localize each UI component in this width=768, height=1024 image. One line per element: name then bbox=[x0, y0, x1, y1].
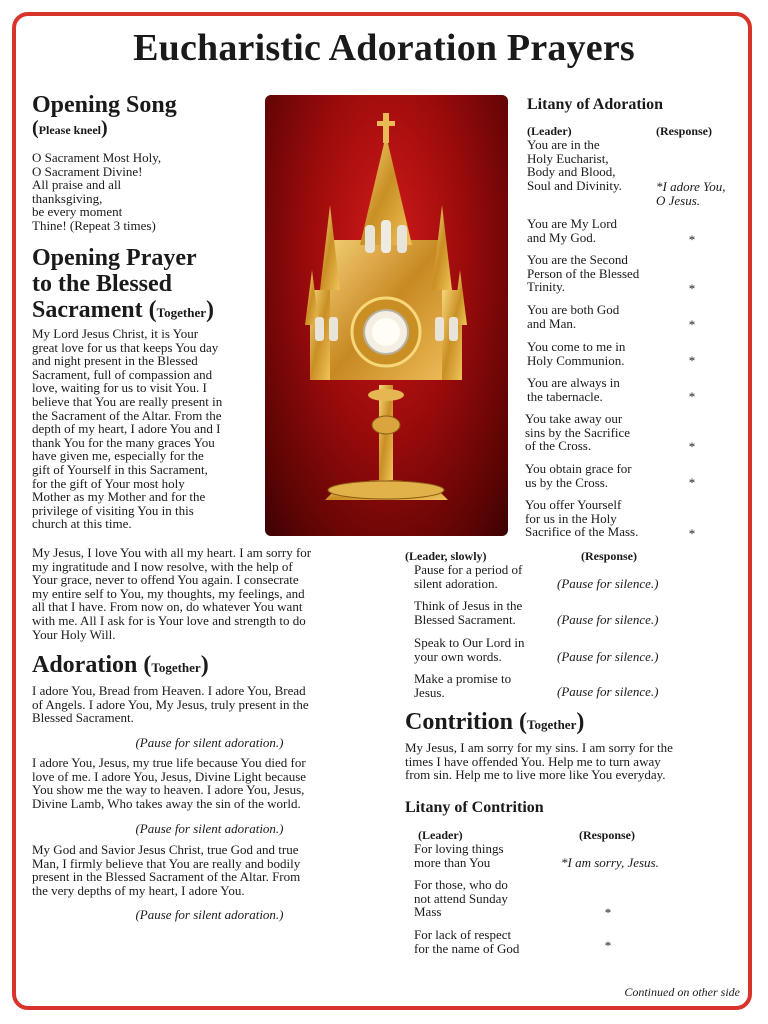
prayer-line: believe that You are really present in bbox=[32, 393, 223, 409]
litany-line: You are in the bbox=[527, 137, 600, 152]
contrition-heading: Contrition (Together) bbox=[405, 709, 585, 735]
response-asterisk: * bbox=[688, 439, 696, 454]
adoration-line: I adore You, Jesus, my true life because You died for bbox=[32, 755, 306, 770]
contrition-text bbox=[405, 741, 745, 782]
response-asterisk: * bbox=[688, 526, 696, 541]
litany-row bbox=[527, 138, 657, 192]
adoration-line: Man, I firmly believe that You are really and bodily bbox=[32, 855, 301, 871]
litany-row bbox=[527, 253, 672, 294]
silence-response: (Pause for silence.) bbox=[557, 612, 659, 627]
opening-prayer-heading-line: Sacrament (Together) bbox=[32, 297, 214, 323]
litany-line: and Man. bbox=[527, 315, 577, 331]
litany-row bbox=[527, 217, 667, 244]
response-asterisk: * bbox=[604, 938, 612, 953]
litany-row bbox=[525, 498, 675, 539]
litany-line: Person of the Blessed bbox=[527, 265, 640, 281]
litany-response bbox=[656, 180, 751, 207]
prayer-line: Mother as my Mother and for the bbox=[32, 489, 206, 505]
prayer-line: My Jesus, I love You with all my heart. I am sorry for bbox=[32, 545, 312, 560]
litany-line: and My God. bbox=[527, 229, 596, 245]
adoration-line: Divine Lamb, Who takes away the sin of the world. bbox=[32, 795, 301, 811]
adoration-paragraph-3 bbox=[32, 843, 377, 897]
litany-line: You come to me in bbox=[527, 339, 626, 354]
litany-row bbox=[527, 303, 667, 330]
contrition-row bbox=[414, 842, 554, 869]
adoration-heading: Adoration (Together) bbox=[32, 652, 209, 678]
silence-line: Speak to Our Lord in bbox=[414, 635, 525, 650]
litany-line: You take away our bbox=[525, 411, 623, 426]
silence-response: (Pause for silence.) bbox=[557, 649, 659, 664]
response-asterisk: * bbox=[688, 353, 696, 368]
litany-row bbox=[527, 340, 667, 367]
opening-prayer-heading-line: Opening Prayer bbox=[32, 245, 197, 271]
litany-line: Sacrifice of the Mass. bbox=[525, 524, 639, 540]
pause-note: (Pause for silent adoration.) bbox=[135, 735, 284, 750]
contrition-litany-line: For lack of respect bbox=[414, 927, 512, 942]
contrition-row bbox=[414, 928, 564, 955]
contrition-litany-line: Mass bbox=[414, 904, 442, 920]
prayer-line: my entire self to You, my thoughts, my feelings, and bbox=[32, 585, 305, 601]
prayer-line: for the gift of Your most holy bbox=[32, 475, 185, 491]
leader-label: (Leader) bbox=[418, 828, 463, 842]
prayer-line: with me. All I ask for is Your love and strength to do bbox=[32, 612, 306, 628]
prayer-line: the Sacrament of the Altar. From the bbox=[32, 407, 222, 423]
leader-label: (Leader, slowly) bbox=[405, 549, 487, 563]
pause-note: (Pause for silent adoration.) bbox=[135, 821, 284, 836]
response-asterisk: * bbox=[688, 232, 696, 247]
contrition-row bbox=[414, 878, 554, 919]
silence-row bbox=[414, 672, 554, 699]
litany-line: Soul and Divinity. bbox=[527, 177, 622, 193]
adoration-paragraph-2 bbox=[32, 756, 377, 810]
response-asterisk: * bbox=[688, 475, 696, 490]
contrition-line: from sin. Help me to live more like You everyday. bbox=[405, 767, 666, 783]
opening-song-heading: Opening Song bbox=[32, 92, 177, 118]
prayer-line: church at this time. bbox=[32, 516, 132, 532]
litany-line: of the Cross. bbox=[525, 438, 592, 454]
contrition-line: times I have offended You. Help me to turn away bbox=[405, 753, 661, 769]
response-label: (Response) bbox=[581, 549, 637, 563]
litany-line: sins by the Sacrifice bbox=[525, 424, 631, 440]
litany-line: us by the Cross. bbox=[525, 474, 609, 490]
continued-note: Continued on other side bbox=[624, 985, 740, 999]
opening-prayer-text-wide bbox=[32, 546, 377, 641]
leader-label: (Leader) bbox=[527, 124, 572, 138]
adoration-line: the very depths of my heart, I adore You. bbox=[32, 882, 245, 898]
response-line: O Jesus. bbox=[656, 192, 701, 208]
litany-line: You obtain grace for bbox=[525, 461, 632, 476]
litany-line: Holy Eucharist, bbox=[527, 150, 609, 166]
prayer-line: Your grace, never to offend You again. I consecrate bbox=[32, 572, 299, 588]
prayer-line: Your Holy Will. bbox=[32, 626, 116, 642]
prayer-line: privilege of visiting You in this bbox=[32, 502, 194, 518]
contrition-instruction: Together bbox=[527, 717, 577, 732]
litany-row bbox=[525, 412, 670, 453]
litany-line: You are both God bbox=[527, 302, 620, 317]
opening-song-instruction: (Please kneel) bbox=[32, 117, 108, 139]
prayer-line: love, waiting for us to visit You. I bbox=[32, 380, 207, 396]
litany-line: the tabernacle. bbox=[527, 388, 603, 404]
prayer-line: and night present in the Blessed bbox=[32, 353, 198, 369]
contrition-litany-line: not attend Sunday bbox=[414, 890, 508, 906]
adoration-instruction: Together bbox=[151, 660, 201, 675]
response-asterisk: * bbox=[604, 905, 612, 920]
prayer-line: gift of Yourself in this Sacrament, bbox=[32, 461, 208, 477]
adoration-line: love of me. I adore You, Jesus, Divine Light because bbox=[32, 768, 307, 784]
litany-line: You are always in bbox=[527, 375, 620, 390]
contrition-litany-line: For loving things bbox=[414, 841, 504, 856]
response-label: (Response) bbox=[579, 828, 635, 842]
adoration-line: My God and Savior Jesus Christ, true God and true bbox=[32, 842, 299, 857]
song-line: All praise and all bbox=[32, 177, 122, 193]
response-label: (Response) bbox=[656, 124, 712, 138]
silence-response: (Pause for silence.) bbox=[557, 684, 659, 699]
adoration-line: present in the Blessed Sacrament of the Altar. From bbox=[32, 869, 301, 885]
silence-line: Think of Jesus in the bbox=[414, 598, 523, 613]
monstrance-photo bbox=[265, 95, 508, 536]
prayer-line: great love for us that keeps You day bbox=[32, 339, 219, 355]
page-title: Eucharistic Adoration Prayers bbox=[133, 27, 635, 69]
song-line: thanksgiving, bbox=[32, 190, 103, 206]
litany-line: Body and Blood, bbox=[527, 164, 616, 180]
silence-row bbox=[414, 599, 554, 626]
litany-adoration-heading: Litany of Adoration bbox=[527, 96, 664, 113]
prayer-line: depth of my heart, I adore You and I bbox=[32, 421, 221, 437]
response-asterisk: * bbox=[688, 317, 696, 332]
litany-contrition-heading: Litany of Contrition bbox=[405, 799, 544, 816]
prayer-line: have given me, especially for the bbox=[32, 448, 204, 464]
song-line: O Sacrament Most Holy, bbox=[32, 150, 162, 165]
opening-song-text bbox=[32, 151, 257, 233]
opening-prayer-heading-line: to the Blessed bbox=[32, 271, 172, 297]
contrition-litany-line: For those, who do bbox=[414, 877, 508, 892]
prayer-line: thank You for the many graces You bbox=[32, 434, 215, 450]
silence-line: Blessed Sacrament. bbox=[414, 611, 516, 627]
contrition-litany-line: more than You bbox=[414, 854, 491, 870]
silence-response: (Pause for silence.) bbox=[557, 576, 659, 591]
adoration-paragraph-1 bbox=[32, 684, 377, 725]
contrition-response: *I am sorry, Jesus. bbox=[561, 855, 659, 870]
opening-prayer-instruction: Together bbox=[156, 305, 206, 320]
response-asterisk: * bbox=[688, 281, 696, 296]
opening-prayer-heading bbox=[32, 245, 214, 326]
silence-line: silent adoration. bbox=[414, 575, 498, 591]
litany-line: Trinity. bbox=[527, 279, 566, 295]
adoration-line: Blessed Sacrament. bbox=[32, 710, 134, 726]
prayer-line: all that I have. From now on, do whatever You want bbox=[32, 599, 303, 615]
song-line: Thine! (Repeat 3 times) bbox=[32, 217, 156, 233]
adoration-line: I adore You, Bread from Heaven. I adore You, Bread bbox=[32, 683, 306, 698]
silence-line: Make a promise to bbox=[414, 671, 512, 686]
response-asterisk: * bbox=[688, 389, 696, 404]
silence-row bbox=[414, 563, 554, 590]
adoration-line: You show me the way to heaven. I adore You, Jesus, bbox=[32, 782, 305, 798]
litany-line: Holy Communion. bbox=[527, 352, 625, 368]
litany-row bbox=[525, 462, 670, 489]
contrition-litany-line: for the name of God bbox=[414, 940, 520, 956]
adoration-line: of Angels. I adore You, My Jesus, truly present in the bbox=[32, 696, 309, 712]
response-line: *I adore You, bbox=[656, 179, 726, 194]
litany-row bbox=[527, 376, 667, 403]
opening-prayer-text-narrow bbox=[32, 327, 264, 531]
silence-line: Pause for a period of bbox=[414, 562, 523, 577]
litany-line: for us in the Holy bbox=[525, 510, 617, 526]
silence-row bbox=[414, 636, 554, 663]
silence-line: Jesus. bbox=[414, 684, 445, 700]
song-line: be every moment bbox=[32, 204, 123, 220]
prayer-line: my ingratitude and I now resolve, with the help of bbox=[32, 558, 293, 574]
litany-line: You are the Second bbox=[527, 252, 628, 267]
litany-line: You are My Lord bbox=[527, 216, 618, 231]
monstrance-icon bbox=[265, 95, 508, 536]
contrition-line: My Jesus, I am sorry for my sins. I am sorry for the bbox=[405, 740, 673, 755]
litany-line: You offer Yourself bbox=[525, 497, 622, 512]
pause-note: (Pause for silent adoration.) bbox=[135, 907, 284, 922]
silence-line: your own words. bbox=[414, 648, 502, 664]
prayer-line: Sacrament, full of compassion and bbox=[32, 366, 213, 382]
song-line: O Sacrament Divine! bbox=[32, 163, 143, 179]
prayer-line: My Lord Jesus Christ, it is Your bbox=[32, 326, 199, 341]
